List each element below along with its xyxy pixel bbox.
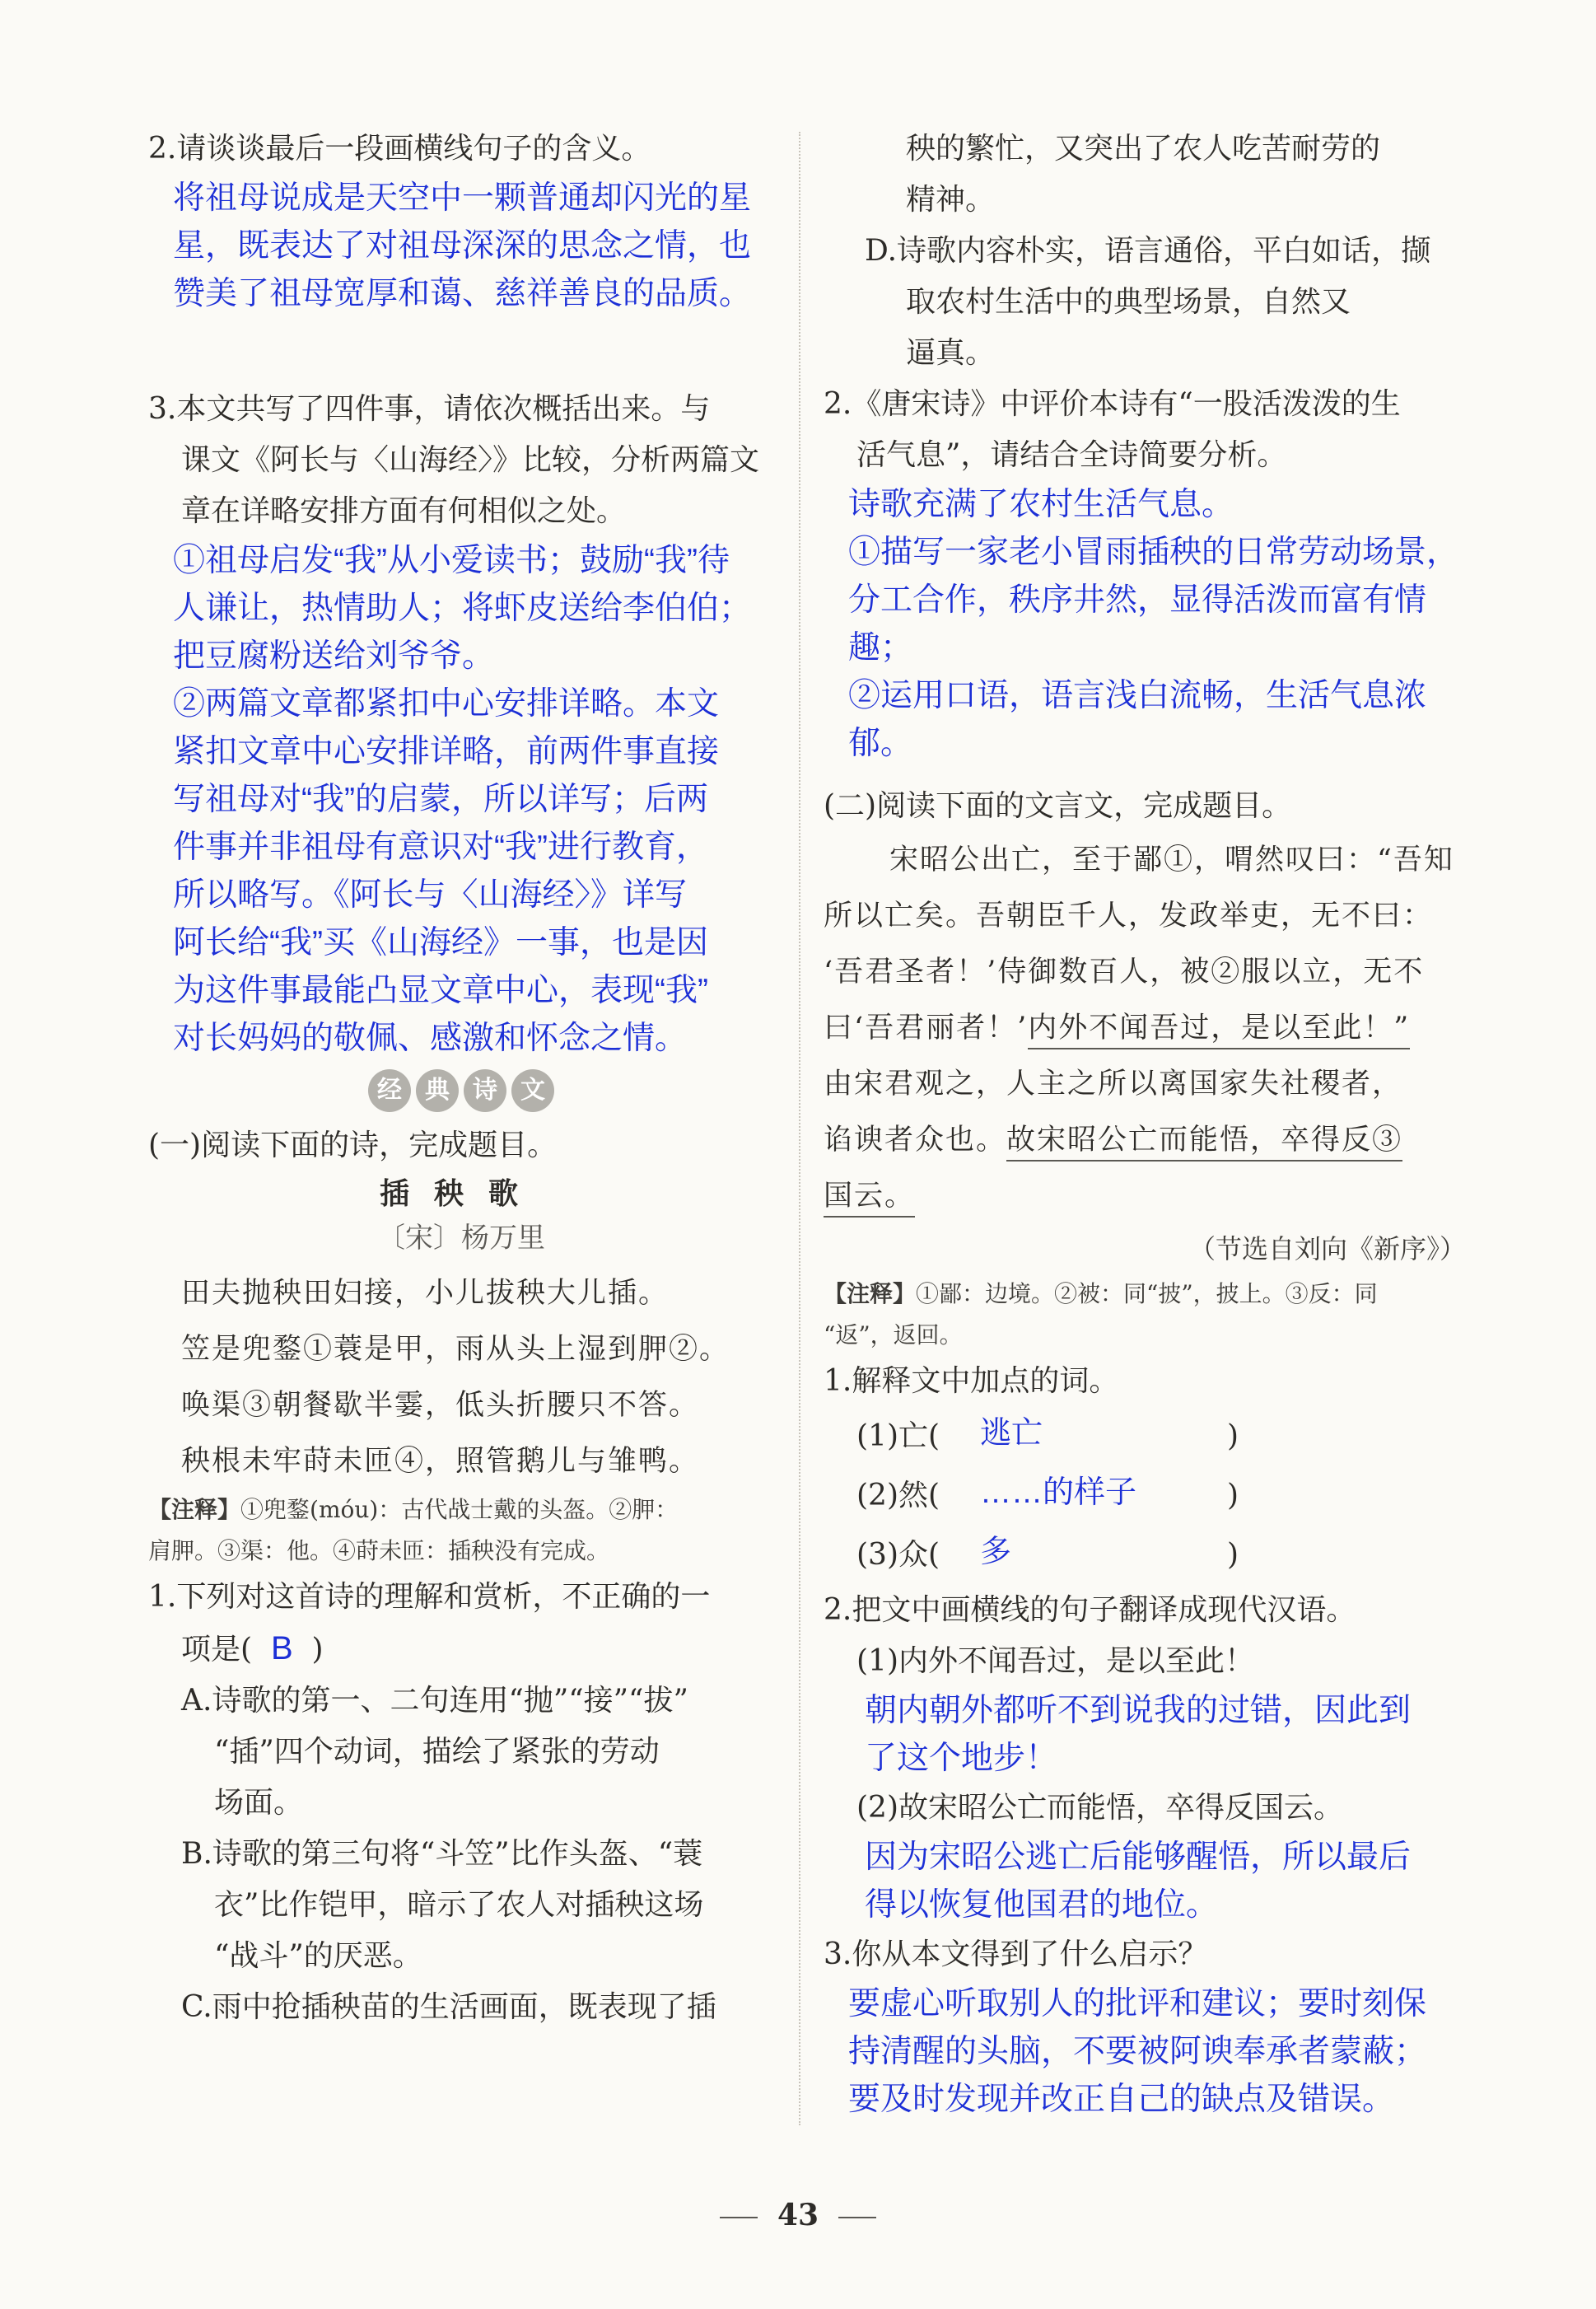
fill-in-items (824, 1407, 1466, 1585)
option-c-continued: 秧的繁忙，又突出了农人吃苦耐劳的 精神。 (906, 132, 1381, 217)
poem-notes: 【注释】①兜鍪(móu)：古代战士戴的头盔。②胛： 肩胛。③渠：他。④莳未匝：插秧没有完成。 (148, 1496, 679, 1564)
option-c: C.雨中抢插秧苗的生活画面，既表现了插 (181, 1990, 716, 2024)
mc-answer: B (270, 1630, 293, 1666)
option-b: B.诗歌的第三句将“斗笠”比作头盔、“蓑 衣”比作铠甲，暗示了农人对插秧这场 “战斗”的厌恶。 (181, 1837, 704, 1973)
option-d: D.诗歌内容朴实，语言通俗，平白如话，撷 取农村生活中的典型场景，自然又 逼真。 (865, 234, 1431, 370)
badge-char: 典 (416, 1069, 459, 1112)
poem-author: 〔宋〕杨万里 (377, 1222, 545, 1255)
poem-title: 插秧歌 (379, 1177, 543, 1211)
classical-notes: 【注释】①鄙：边境。②被：同“披”，披上。③反：同 “返”，返回。 (824, 1280, 1378, 1348)
section-badge-classic-poems (148, 1069, 774, 1112)
option-a: A.诗歌的第一、二句连用“抛”“接”“拔” “插”四个动词，描绘了紧张的劳动 场面。 (181, 1684, 688, 1820)
question-3-stem: 3.本文共写了四件事，请依次概括出来。与 课文《阿长与〈山海经〉》比较，分析两篇文 章在详略安排方面有何相似之处。 (148, 392, 760, 528)
question-2-answer: 将祖母说成是天空中一颗普通却闪光的星 星，既表达了对祖母深深的思念之情，也 赞美了祖母宽厚和蔼、慈祥善良的品质。 (173, 180, 752, 311)
fill-answer: ……的样子 (980, 1475, 1137, 1510)
question-2b-stem: 2.把文中画横线的句子翻译成现代汉语。 (824, 1593, 1356, 1627)
page-footer (0, 2198, 1596, 2232)
mc-question: 1.下列对这首诗的理解和赏析，不正确的一 项是( B ) A.诗歌的第一、二句连用“抛”“接”“拔” “插”四个动词，描绘了紧张的劳动 场面。 B.诗歌的第三句将“斗笠”比作头盔、“蓑 衣”比作铠甲，暗示了农人对插秧这场 “战斗”的厌恶。 C.雨中抢插秧苗的生活画面，既表现了插 (148, 1572, 774, 2033)
poem-intro: (一)阅读下面的诗，完成题目。 (148, 1129, 558, 1162)
question-2-right-stem: 2.《唐宋诗》中评价本诗有“一股活泼泼的生 活气息”，请结合全诗简要分析。 (824, 387, 1401, 472)
poem-line: 笠是兜鍪①蓑是甲，雨从头上湿到胛②。 (181, 1333, 730, 1366)
badge-char: 经 (368, 1069, 411, 1112)
translate-sentence-2: (2)故宋昭公亡而能悟，卒得反国云。 (856, 1791, 1343, 1825)
fill-answer: 逃亡 (980, 1416, 1043, 1451)
question-2-stem: 2.请谈谈最后一段画横线句子的含义。 (148, 132, 651, 166)
underlined-sentence-1: 内外不闻吾过，是以至此！” (1028, 1012, 1410, 1049)
translate-answer-1: 朝内朝外都听不到说我的过错，因此到 了这个地步！ (865, 1693, 1412, 1776)
question-3-answer: ①祖母启发“我”从小爱读书；鼓励“我”待 人谦让，热情助人；将虾皮送给李伯伯； 把豆腐粉送给刘爷爷。 ②两篇文章都紧扣中心安排详略。本文 紧扣文章中心安排详略，前两件事直接 写祖母对“我”的启蒙，所以详写；后两 件事并非祖母有意识对“我”进行教育， 所以略写。《阿长与〈山海经〉》详写 阿长给“我”买《山海经》一事，也是因 为这件事最能凸显文章中心，表现“我” 对长妈妈的敬佩、感激和怀念之情。 (173, 543, 752, 1056)
fill-item: (3)众( 多 ) (824, 1526, 1466, 1585)
source-citation: （节选自刘向《新序》） (1188, 1233, 1466, 1264)
underlined-sentence-2: 故宋昭公亡而能悟，卒得反③ (1006, 1124, 1402, 1162)
translate-answer-2: 因为宋昭公逃亡后能够醒悟，所以最后 得以恢复他国君的地位。 (865, 1839, 1412, 1923)
poem-body (148, 1265, 774, 1489)
fill-answer: 多 (980, 1535, 1012, 1569)
badge-char: 诗 (464, 1069, 506, 1112)
translate-sentence-1: (1)内外不闻吾过，是以至此！ (856, 1644, 1254, 1678)
poem-line: 唤渠③朝餐歇半霎，低头折腰只不答。 (181, 1389, 700, 1422)
question-3-right-stem: 3.你从本文得到了什么启示？ (824, 1937, 1208, 1971)
column-divider (799, 132, 800, 2125)
left-column (148, 124, 774, 2033)
right-column (824, 124, 1466, 2124)
underlined-sentence-2-end: 国云。 (824, 1180, 915, 1218)
question-3-right-answer: 要虚心听取别人的批评和建议；要时刻保 持清醒的头脑，不要被阿谀奉承者蒙蔽； 要及时发现并改正自己的缺点及错误。 (848, 1986, 1427, 2117)
classical-intro: (二)阅读下面的文言文，完成题目。 (824, 789, 1292, 823)
page-number: 43 (777, 2198, 819, 2232)
poem-line: 秧根未牢莳未匝④，照管鹅儿与雏鸭。 (181, 1445, 700, 1478)
badge-char: 文 (511, 1069, 554, 1112)
fill-item: (1)亡( 逃亡 ) (824, 1407, 1466, 1466)
poem-line: 田夫抛秧田妇接，小儿拔秧大儿插。 (181, 1277, 670, 1310)
classical-text: 宋昭公出亡，至于鄙①，喟然叹曰：“吾知 所以亡矣。吾朝臣千人，发政举吏，无不曰： ‘吾君圣者！’侍御数百人，被②服以立，无不 曰‘吾君丽者！’内外不闻吾过，是以至此！” 由宋君观之，人主之所以离国家失社稷者， 谄谀者众也。故宋昭公亡而能悟，卒得反③ 国云。 （节选自刘向《新序》） (824, 832, 1466, 1274)
question-1-right-stem: 1.解释文中加点的词。 (824, 1364, 1119, 1398)
question-2-right-answer: 诗歌充满了农村生活气息。 ①描写一家老小冒雨插秧的日常劳动场景， 分工合作，秩序井然，显得活泼而富有情趣； ②运用口语，语言浅白流畅，生活气息浓郁。 (848, 487, 1459, 761)
fill-item: (2)然( ……的样子 ) (824, 1466, 1466, 1526)
